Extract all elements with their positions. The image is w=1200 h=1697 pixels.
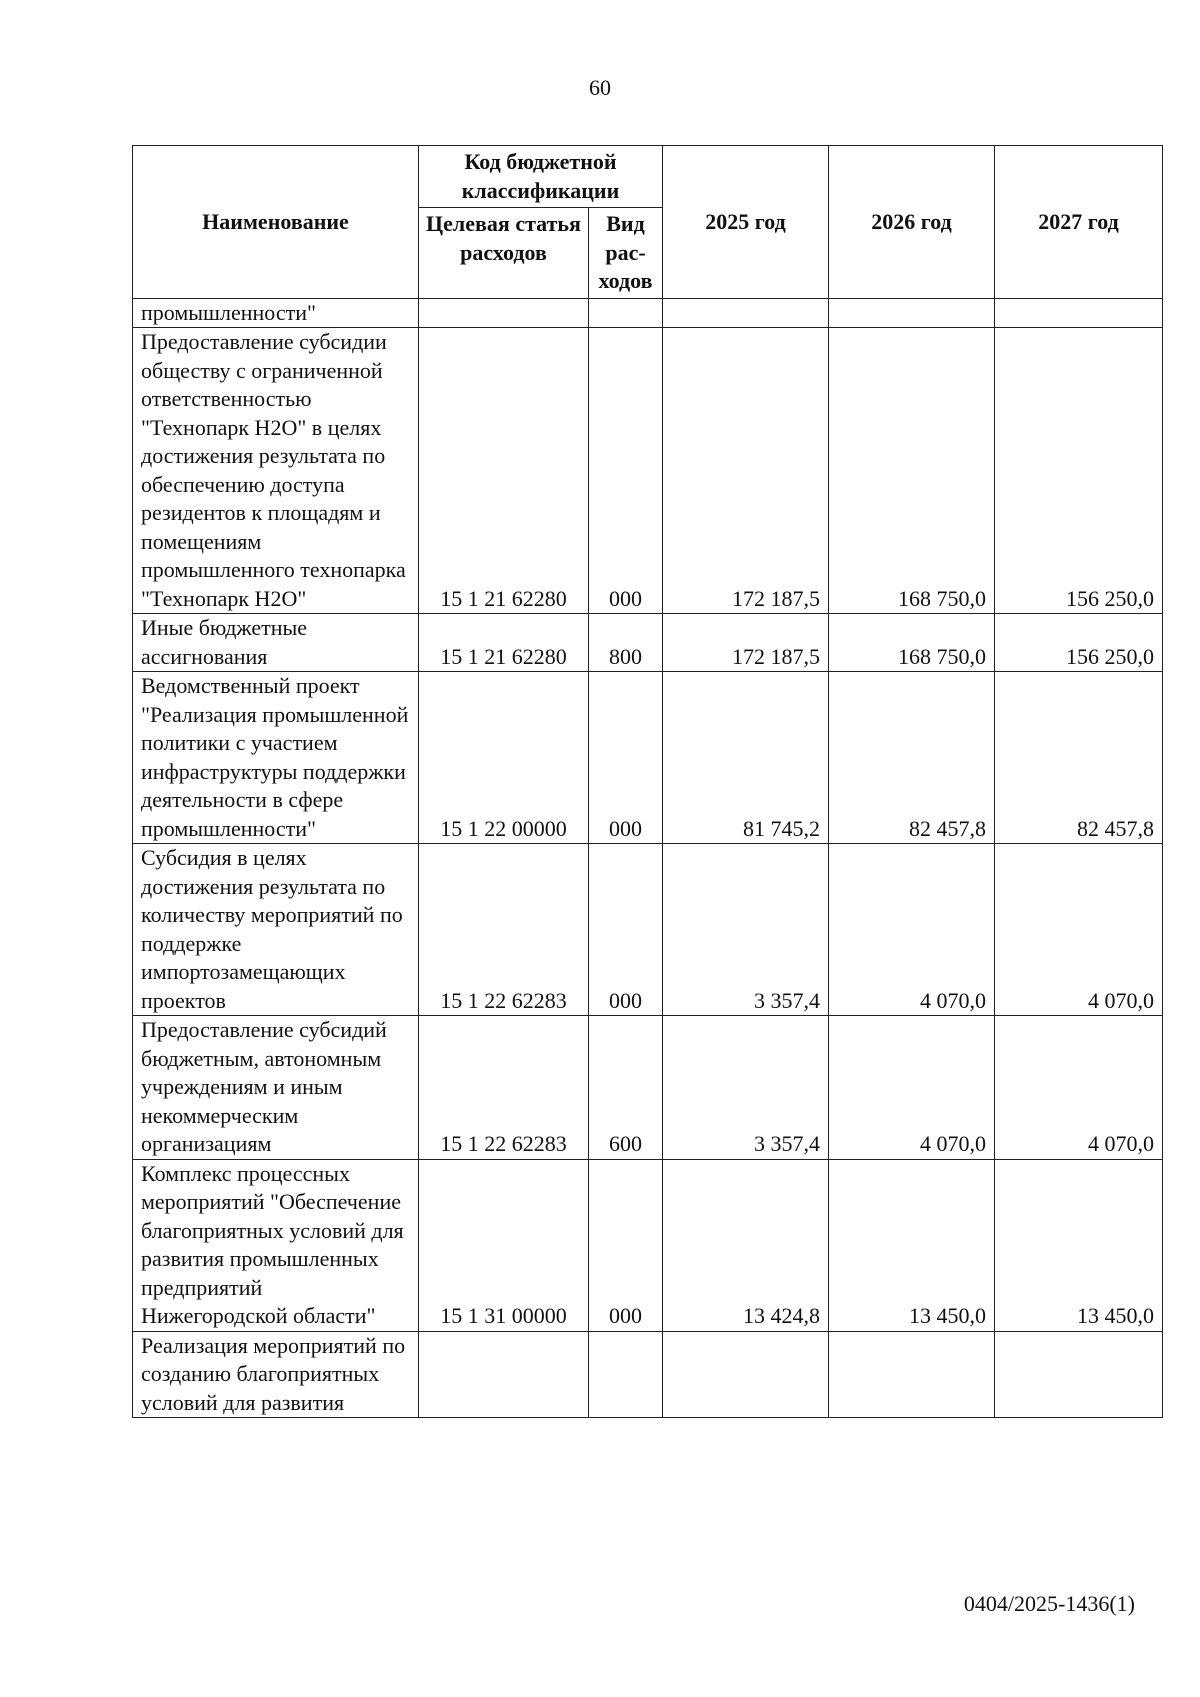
row-value-2026: 168 750,0 xyxy=(829,614,995,672)
row-target-article: 15 1 22 00000 xyxy=(419,672,589,844)
row-expense-type xyxy=(589,298,663,328)
table-row xyxy=(133,1016,1163,1160)
row-value-2027: 156 250,0 xyxy=(995,328,1163,614)
table-row xyxy=(133,298,1163,328)
header-year-2027: 2027 год xyxy=(995,146,1163,299)
row-value-2025: 3 357,4 xyxy=(663,844,829,1016)
row-value-2026: 168 750,0 xyxy=(829,328,995,614)
row-name: Комплекс процессных мероприятий "Обеспечение благоприятных условий для развития промышленных предприятий Нижегородской области" xyxy=(133,1159,419,1331)
row-expense-type: 000 xyxy=(589,844,663,1016)
row-value-2027: 4 070,0 xyxy=(995,844,1163,1016)
row-value-2027 xyxy=(995,1331,1163,1418)
row-value-2026 xyxy=(829,1331,995,1418)
row-value-2025 xyxy=(663,298,829,328)
row-value-2025: 81 745,2 xyxy=(663,672,829,844)
header-expense-type: Вид рас-ходов xyxy=(589,208,663,299)
row-value-2026 xyxy=(829,298,995,328)
row-name: промышленности" xyxy=(133,298,419,328)
row-expense-type xyxy=(589,1331,663,1418)
row-value-2027: 4 070,0 xyxy=(995,1016,1163,1160)
row-target-article xyxy=(419,298,589,328)
table-row xyxy=(133,1331,1163,1418)
row-name: Ведомственный проект "Реализация промышленной политики с участием инфраструктуры поддержки деятельности в сфере промышленности" xyxy=(133,672,419,844)
table-row xyxy=(133,844,1163,1016)
row-value-2025 xyxy=(663,1331,829,1418)
row-expense-type: 000 xyxy=(589,328,663,614)
table-row xyxy=(133,672,1163,844)
header-target-article: Целевая статья расходов xyxy=(419,208,589,299)
row-expense-type: 000 xyxy=(589,1159,663,1331)
budget-table xyxy=(132,145,1163,1418)
row-name: Предоставление субсидии обществу с ограниченной ответственностью "Технопарк H2O" в целях достижения результата по обеспечению доступа резидентов к площадям и помещениям промышленного технопарка "Технопарк H2O" xyxy=(133,328,419,614)
table-row xyxy=(133,328,1163,614)
row-value-2027: 82 457,8 xyxy=(995,672,1163,844)
row-target-article xyxy=(419,1331,589,1418)
table-row xyxy=(133,614,1163,672)
row-value-2026: 13 450,0 xyxy=(829,1159,995,1331)
table-header xyxy=(133,146,1163,299)
row-value-2025: 172 187,5 xyxy=(663,614,829,672)
row-value-2027: 156 250,0 xyxy=(995,614,1163,672)
row-value-2025: 3 357,4 xyxy=(663,1016,829,1160)
row-target-article: 15 1 31 00000 xyxy=(419,1159,589,1331)
row-name: Предоставление субсидий бюджетным, автономным учреждениям и иным некоммерческим организациям xyxy=(133,1016,419,1160)
row-value-2026: 4 070,0 xyxy=(829,844,995,1016)
row-name: Иные бюджетные ассигнования xyxy=(133,614,419,672)
row-expense-type: 600 xyxy=(589,1016,663,1160)
row-target-article: 15 1 22 62283 xyxy=(419,844,589,1016)
row-value-2027: 13 450,0 xyxy=(995,1159,1163,1331)
row-expense-type: 800 xyxy=(589,614,663,672)
row-value-2025: 172 187,5 xyxy=(663,328,829,614)
page-number: 60 xyxy=(589,75,611,100)
row-value-2027 xyxy=(995,298,1163,328)
table-row xyxy=(133,1159,1163,1331)
row-name: Реализация мероприятий по созданию благоприятных условий для развития xyxy=(133,1331,419,1418)
row-target-article: 15 1 21 62280 xyxy=(419,614,589,672)
row-value-2026: 4 070,0 xyxy=(829,1016,995,1160)
row-target-article: 15 1 21 62280 xyxy=(419,328,589,614)
row-value-2026: 82 457,8 xyxy=(829,672,995,844)
document-code: 0404/2025-1436(1) xyxy=(963,1591,1135,1616)
row-value-2025: 13 424,8 xyxy=(663,1159,829,1331)
row-target-article: 15 1 22 62283 xyxy=(419,1016,589,1160)
header-name: Наименование xyxy=(133,146,419,299)
header-code-group: Код бюджетной классификации xyxy=(419,146,663,208)
table-body xyxy=(133,298,1163,1418)
header-year-2025: 2025 год xyxy=(663,146,829,299)
row-expense-type: 000 xyxy=(589,672,663,844)
header-year-2026: 2026 год xyxy=(829,146,995,299)
row-name: Субсидия в целях достижения результата по количеству мероприятий по поддержке импортозамещающих проектов xyxy=(133,844,419,1016)
